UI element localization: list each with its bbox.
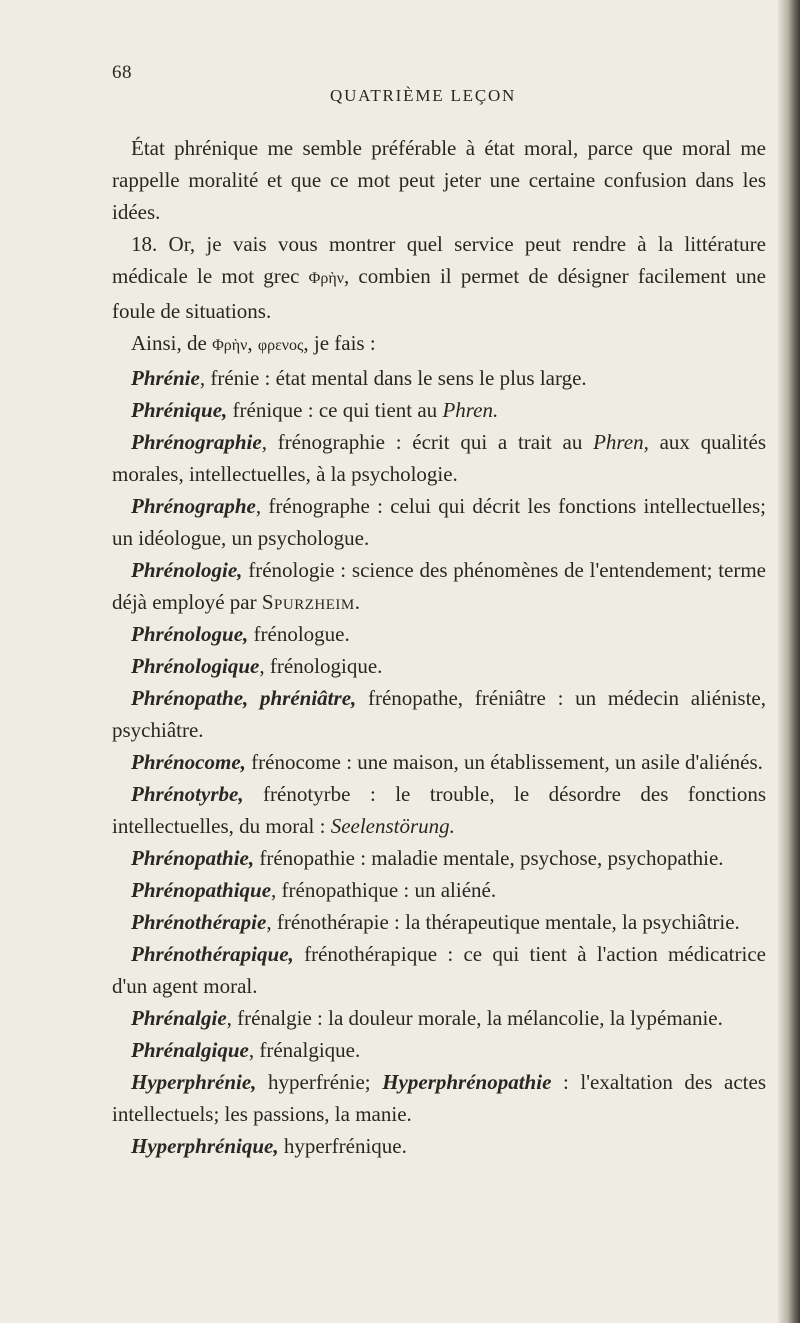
greek-word: Φρὴν [212,337,248,354]
entry-term: Phrénographe [131,494,256,518]
paragraph [112,906,766,938]
text-run: aux qualités morales, intellectuelles, à la psychologie. [112,430,766,486]
page-edge-shadow [778,0,800,1323]
entry-term: Phrénologue, [131,622,249,646]
entry-term: Phrénographie [131,430,262,454]
paragraph [112,490,766,554]
paragraph [112,682,766,746]
text-run: 18. Or, je vais vous montrer quel service peut rendre à la littérature médicale le mot grec [112,232,766,288]
paragraph [112,362,766,394]
running-head: QUATRIÈME LEÇON [330,86,517,105]
paragraph [112,938,766,1002]
page-header [0,62,800,105]
entry-term: Phrénopathie, [131,846,255,870]
entry-term: Phrénotyrbe, [131,782,244,806]
paragraph [112,1034,766,1066]
text-run: frénopathe, fréniâtre : un médecin aliéniste, psychiâtre. [112,686,766,742]
text-run: frénopathie : maladie mentale, psychose, psychopathie. [254,846,724,870]
text-run: Ainsi, de [131,331,213,355]
entry-term: Phrénologie, [131,558,243,582]
text-run: , combien il permet de désigner facilement une foule de situations. [112,264,766,323]
page-number: 68 [112,62,132,83]
text-run: , frénothérapie : la thérapeutique mentale, la psychiâtrie. [266,910,740,934]
text-run: , frénalgique. [248,1038,361,1062]
paragraph [112,874,766,906]
text-run: frénique : ce qui tient au [227,398,443,422]
paragraph [112,842,766,874]
paragraph [112,426,766,490]
paragraph [112,1002,766,1034]
paragraph [112,650,766,682]
text-run: frénothérapique : ce qui tient à l'action médicatrice d'un agent moral. [112,942,766,998]
text-run: , [247,331,258,355]
paragraph [112,132,766,228]
text-run: hyperfrénique. [278,1134,407,1158]
text-run: frénologie : science des phénomènes de l'entendement; terme déjà employé par [112,558,766,614]
text-run: frénotyrbe : le trouble, le désordre des fonctions intellectuelles, du moral : [112,782,766,838]
entry-term: Phrénie [131,366,200,390]
greek-word: Φρὴν [308,270,344,287]
entry-term: Hyperphrénie, [131,1070,257,1094]
entry-term: Phrénique, [131,398,228,422]
paragraph [112,1130,766,1162]
italic-text: Phren. [442,398,499,422]
text-run: , frénographie : écrit qui a trait au [261,430,594,454]
entry-term: Phrénopathique [131,878,272,902]
paragraph [112,1066,766,1130]
text-run: , frénalgie : la douleur morale, la mélancolie, la lypémanie. [226,1006,723,1030]
entry-term: Phrénothérapique, [131,942,294,966]
text-run: , frénie : état mental dans le sens le plus large. [199,366,587,390]
entry-term: Phrénalgie [131,1006,227,1030]
italic-text: Phren, [593,430,649,454]
text-run: frénocome : une maison, un établissement, un asile d'aliénés. [245,750,763,774]
paragraph [112,618,766,650]
paragraph [112,228,766,327]
author-name: Spurzheim. [261,590,361,614]
entry-term: Hyperphrénopathie [382,1070,552,1094]
paragraph [112,394,766,426]
text-run: : l'exaltation des actes intellectuels; les passions, la manie. [112,1070,766,1126]
italic-text: Seelenstörung. [330,814,455,838]
text-run: frénologue. [248,622,350,646]
entry-term: Phrénalgique [131,1038,249,1062]
paragraph [112,554,766,618]
entry-term: Hyperphrénique, [131,1134,279,1158]
text-run: , frénographe : celui qui décrit les fonctions intellectuelles; un idéologue, un psychologue. [112,494,766,550]
text-run: , frénologique. [259,654,383,678]
text-run: hyperfrénie; [256,1070,383,1094]
text-run: , frénopathique : un aliéné. [271,878,497,902]
paragraph [112,778,766,842]
body-text [112,132,766,1162]
entry-term: Phrénologique [131,654,260,678]
paragraph [112,327,766,362]
text-run: État phrénique me semble préférable à état moral, parce que moral me rappelle moralité et que ce mot peut jeter une certaine confusion dans les idées. [112,136,766,224]
greek-word: φρενος [257,337,304,354]
paragraph [112,746,766,778]
text-run: , je fais : [303,331,376,355]
entry-term: Phrénopathe, phréniâtre, [131,686,357,710]
entry-term: Phrénocome, [131,750,246,774]
entry-term: Phrénothérapie [131,910,267,934]
